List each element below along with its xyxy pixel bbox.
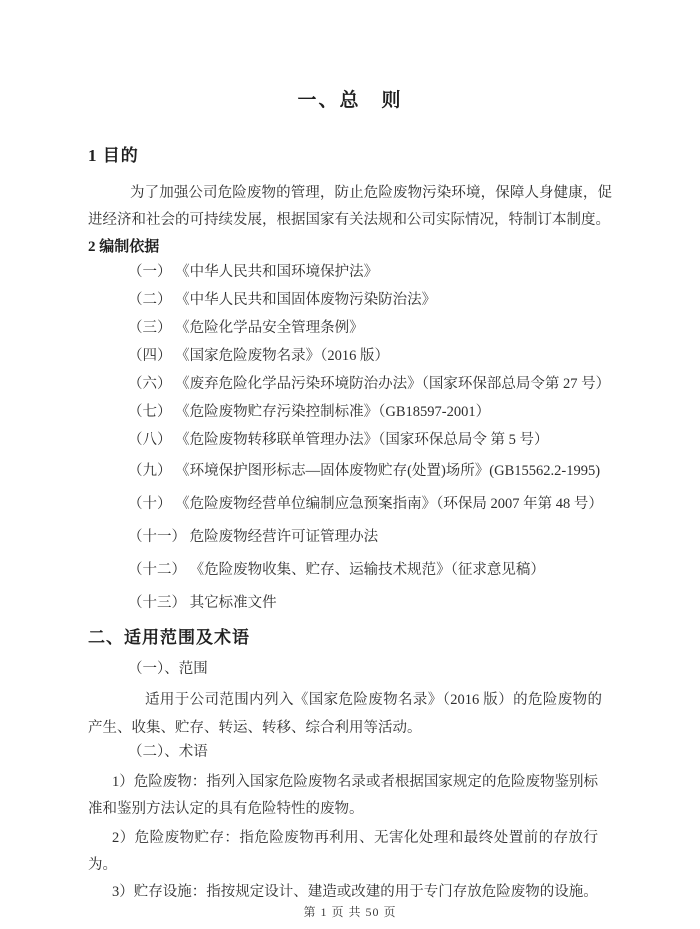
subheading-terms: （二）、术语 [128, 744, 208, 760]
basis-list [88, 262, 612, 614]
basis-list-item: （七） 《危险废物贮存污染控制标准》（GB18597-2001） [128, 404, 491, 420]
chapter-title: 一、总 则 [297, 90, 403, 111]
paragraph-purpose: 为了加强公司危险废物的管理，防止危险废物污染环境，保障人身健康，促进经济和社会的可持续发展，根据国家有关法规和公司实际情况，特制订本制度。 [88, 185, 612, 228]
basis-list-item: （六） 《废弃危险化学品污染环境防治办法》（国家环保部总局令第 27 号） [128, 376, 611, 392]
term-definition-waste-storage: 2）危险废物贮存：指危险废物再利用、无害化处理和最终处置前的存放行为。 [88, 830, 598, 873]
paragraph-scope: 适用于公司范围内列入《国家危险废物名录》（2016 版）的危险废物的产生、收集、贮存、转运、转移、综合利用等活动。 [88, 692, 602, 736]
basis-list-item: （八） 《危险废物转移联单管理办法》（国家环保总局令 第 5 号） [128, 432, 549, 448]
page-number-footer: 第 1 页 共 50 页 [303, 905, 397, 919]
basis-list-item: （四） 《国家危险废物名录》（2016 版） [128, 348, 389, 364]
basis-list-item: （十二） 《危险废物收集、贮存、运输技术规范》（征求意见稿） [128, 562, 545, 578]
term-definition-storage-facility: 3）贮存设施：指按规定设计、建造或改建的用于专门存放危险废物的设施。 [112, 884, 598, 900]
basis-list-item: （二） 《中华人民共和国固体废物污染防治法》 [128, 292, 437, 308]
section-heading-basis: 2 编制依据 [88, 239, 160, 255]
section-heading-purpose: 1 目的 [88, 146, 139, 165]
subheading-scope: （一）、范围 [128, 661, 208, 677]
basis-list-item: （九） 《环境保护图形标志—固体废物贮存(处置)场所》(GB15562.2-1995) [128, 463, 601, 479]
document-content [88, 0, 612, 906]
term-definition-hazardous-waste: 1）危险废物：指列入国家危险废物名录或者根据国家规定的危险废物鉴别标准和鉴别方法认定的具有危险特性的废物。 [88, 774, 598, 817]
basis-list-item: （十三） 其它标准文件 [128, 595, 277, 611]
basis-list-item: （三） 《危险化学品安全管理条例》 [128, 320, 364, 336]
basis-list-item: （一） 《中华人民共和国环境保护法》 [128, 264, 379, 280]
basis-list-item: （十一） 危险废物经营许可证管理办法 [128, 529, 379, 545]
chapter-heading-scope-terms: 二、适用范围及术语 [88, 628, 250, 647]
basis-list-item: （十） 《危险废物经营单位编制应急预案指南》（环保局 2007 年第 48 号） [128, 496, 603, 512]
